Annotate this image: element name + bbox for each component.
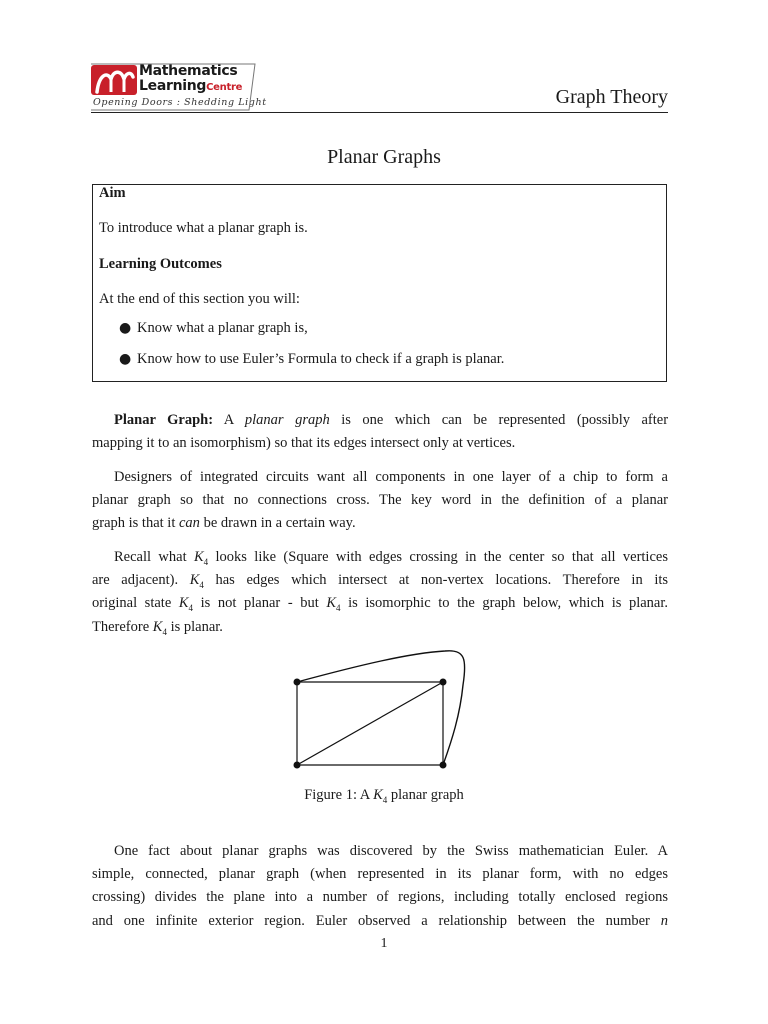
graph-vertex: [294, 679, 301, 686]
outcome-item: Know what a planar graph is,: [137, 320, 308, 336]
bullet-icon: ●: [119, 320, 132, 336]
header-title: Graph Theory: [555, 86, 668, 108]
paragraph-k4: Recall what $K_4$ looks like (Square with edges crossing in the center so that all vertices are adjacent). $K_4$ has edges which intersect at non-vertex locations. Therefore in its original state $K_4$ is not planar - but $K_4$ is isomorphic to the graph below, which is planar. Therefore $K_4$ is planar.: [92, 549, 669, 637]
figure-caption: Figure 1: A $K_4$ planar graph: [304, 787, 464, 805]
logo-frame: [91, 63, 259, 113]
graph-edge-curved: [297, 651, 465, 765]
outcome-item: Know how to use Euler’s Formula to check if a graph is planar.: [137, 351, 505, 367]
aim-text: To introduce what a planar graph is.: [99, 220, 308, 236]
paragraph-planar-definition: Planar Graph: A planar graph is one which can be represented (possibly after mapping it to an isomorphism) so that its edges intersect only at vertices.: [92, 412, 669, 452]
graph-edge: [297, 682, 443, 765]
outcomes-intro: At the end of this section you will:: [99, 291, 300, 307]
graph-vertex: [440, 762, 447, 769]
graph-vertex: [294, 762, 301, 769]
paragraph-euler: One fact about planar graphs was discovered by the Swiss mathematician Euler. A simple, connected, planar graph (when represented in its planar form, with no edges crossing) divides the plane into a number of regions, including totally enclosed regions and one infinite exterior region. Euler observed a relationship between the number n: [92, 843, 668, 929]
bullet-icon: ●: [119, 351, 132, 367]
mlc-logo: [91, 63, 267, 113]
paragraph-integrated-circuits: Designers of integrated circuits want all components in one layer of a chip to form a planar graph so that no connections cross. The key word in the definition of a planar graph is that it can be drawn in a certain way.: [92, 469, 668, 532]
logo-tagline: Opening Doors : Shedding Light: [93, 97, 267, 108]
outcomes-heading: Learning Outcomes: [99, 256, 222, 272]
logo-text-mathematics: Mathematics: [139, 63, 238, 79]
header-rule: [91, 112, 668, 113]
page-title: Planar Graphs: [327, 146, 441, 168]
page-number: 1: [380, 936, 388, 951]
aim-heading: Aim: [99, 185, 126, 201]
k4-planar-graph-figure: [280, 645, 480, 780]
logo-text-learning: LearningCentre: [139, 78, 243, 94]
graph-vertex: [440, 679, 447, 686]
